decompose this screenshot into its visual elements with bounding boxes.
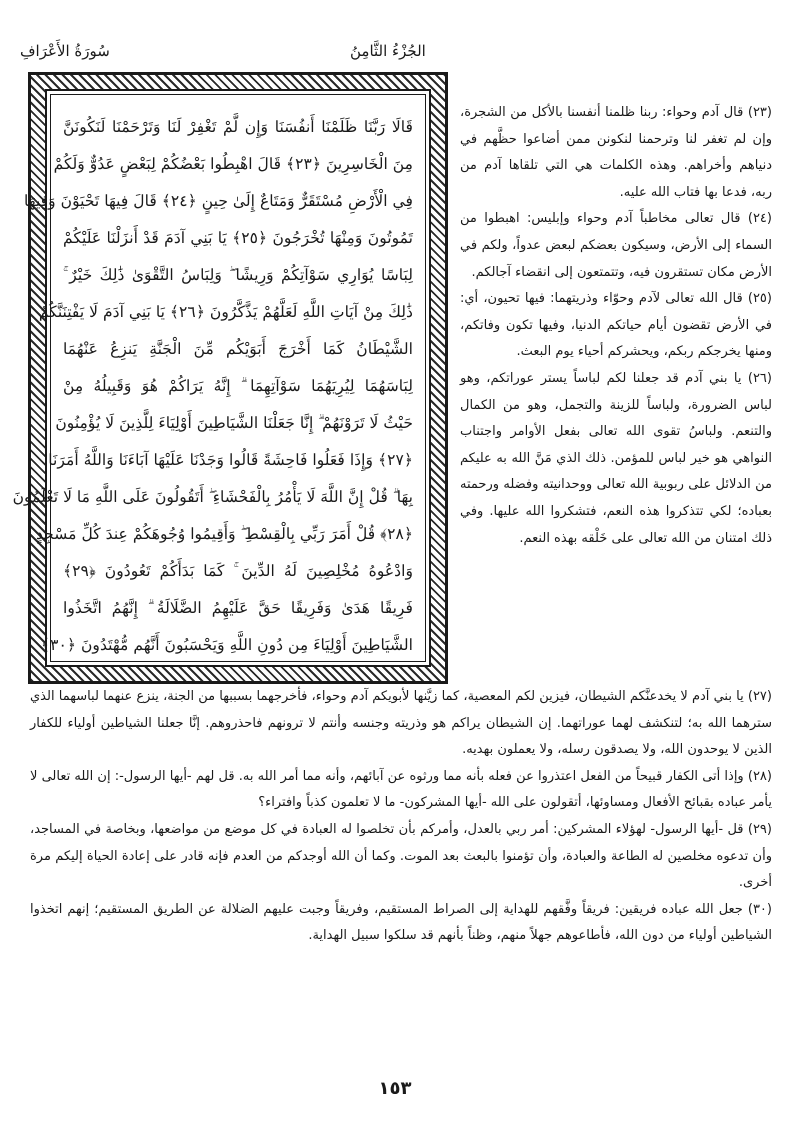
surah-name: سُورَةُ الأَعْرَافِ — [20, 42, 110, 60]
verse-line: لِبَاسًا يُوَارِي سَوْآتِكُمْ وَرِيشًا ۖ وَلِبَاسُ التَّقْوَىٰ ذَٰلِكَ خَيْرٌ ۚ — [63, 266, 413, 284]
verse-line: ذَٰلِكَ مِنْ آيَاتِ اللَّهِ لَعَلَّهُمْ يَذَّكَّرُونَ ﴿٢٦﴾ يَا بَنِي آدَمَ لَا يَفْتِنَنَّكُمُ — [38, 303, 413, 321]
juz-name: الجُزْءُ الثَّامِنُ — [350, 42, 426, 60]
tafsir-paragraph-24: (٢٤) قال تعالى مخاطباً آدم وحواء وإبليس: اهبطوا من السماء إلى الأرض، وسيكون بعضكم لبعض عدواً، ولكم في الأرض مكان تستقرون فيه، وتتمتعون إلى انقضاء آجالكم. — [460, 211, 772, 280]
tafsir-side-column — [460, 100, 772, 552]
quran-text-area — [12, 89, 431, 667]
quran-verses — [12, 109, 413, 664]
page-header — [20, 42, 771, 70]
tafsir-paragraph-29: (٢٩) قل -أيها الرسول- لهؤلاء المشركين: أمر ربي بالعدل، وأمركم بأن تخلصوا له العبادة في كل موضع من مواضعها، وبخاصة في المساجد، وأن تدعوه مخلصين له الطاعة والعبادة، وأن تؤمنوا بالبعث بعد الموت. وكما أن الله أوجدكم من العدم فإنه قادر على إعادة الحياة إليكم مرة أخرى. — [30, 821, 772, 891]
verse-line: الشَّيْطَانُ كَمَا أَخْرَجَ أَبَوَيْكُم مِّنَ الْجَنَّةِ يَنزِعُ عَنْهُمَا — [63, 340, 413, 358]
tafsir-paragraph-30: (٣٠) جعل الله عباده فريقين: فريقاً وفَّقهم للهداية إلى الصراط المستقيم، وفريقاً وجبت عليهم الضلالة عن الطريق المستقيم؛ إنهم اتخذوا الشياطين أولياء من دون الله، فأطاعوهم جهلاً منهم، وظناً بأنهم قد سلكوا سبيل الهداية. — [30, 901, 772, 944]
verse-line: فِي الْأَرْضِ مُسْتَقَرٌّ وَمَتَاعٌ إِلَىٰ حِينٍ ﴿٢٤﴾ قَالَ فِيهَا تَحْيَوْنَ وَفِيهَا — [24, 192, 413, 210]
tafsir-paragraph-26: (٢٦) يا بني آدم قد جعلنا لكم لباساً يستر عوراتكم، وهو لباس الضرورة، ولباساً للزينة والتجمل، وهو من الكمال والتنعم. ولباسُ تقوى الله تعالى بفعل الأوامر واجتناب النواهي هو خير لباس للمؤمن. ذلك الذي مَنَّ الله به عليكم من الدلائل على ربوبية الله تعالى ووحدانيته وفضله ورحمته بعباده؛ لكي تتذكروا هذه النعم، فتشكروا الله عليها. وفي ذلك امتنان من الله تعالى على خَلْقه بهذه النعم. — [460, 370, 772, 546]
verse-line: قَالَا رَبَّنَا ظَلَمْنَا أَنفُسَنَا وَإِن لَّمْ تَغْفِرْ لَنَا وَتَرْحَمْنَا لَنَكُونَنَّ — [63, 118, 413, 136]
tafsir-full-width — [30, 684, 772, 950]
verse-line: تَمُوتُونَ وَمِنْهَا تُخْرَجُونَ ﴿٢٥﴾ يَا بَنِي آدَمَ قَدْ أَنزَلْنَا عَلَيْكُمْ — [63, 229, 413, 247]
verse-line: حَيْثُ لَا تَرَوْنَهُمْ ۗ إِنَّا جَعَلْنَا الشَّيَاطِينَ أَوْلِيَاءَ لِلَّذِينَ لَا يُؤْمِنُونَ — [55, 414, 413, 432]
verse-line: بِهَا ۗ قُلْ إِنَّ اللَّهَ لَا يَأْمُرُ بِالْفَحْشَاءِ ۖ أَتَقُولُونَ عَلَى اللَّهِ مَا لَا تَعْلَمُونَ — [12, 488, 413, 506]
tafsir-paragraph-25: (٢٥) قال الله تعالى لآدم وحوّاء وذريتهما: فيها تحيون، أي: في الأرض تقضون أيام حياتكم الدنيا، وفيها تكون وفاتكم، ومنها يخرجكم ربكم، ويحشركم أحياء يوم البعث. — [460, 291, 772, 360]
verse-line: وَادْعُوهُ مُخْلِصِينَ لَهُ الدِّينَ ۚ كَمَا بَدَأَكُمْ تَعُودُونَ ﴿٢٩﴾ — [63, 562, 413, 580]
verse-line: لِبَاسَهُمَا لِيُرِيَهُمَا سَوْآتِهِمَا ۗ إِنَّهُ يَرَاكُمْ هُوَ وَقَبِيلُهُ مِنْ — [63, 377, 413, 395]
verse-line: الشَّيَاطِينَ أَوْلِيَاءَ مِن دُونِ اللَّهِ وَيَحْسَبُونَ أَنَّهُم مُّهْتَدُونَ ﴿٣٠﴾ — [40, 636, 413, 654]
verse-line: ﴿٢٧﴾ وَإِذَا فَعَلُوا فَاحِشَةً قَالُوا وَجَدْنَا عَلَيْهَا آبَاءَنَا وَاللَّهُ أَمَرَنَا — [48, 451, 413, 469]
page-number: ١٥٣ — [378, 1078, 412, 1099]
verse-line: فَرِيقًا هَدَىٰ وَفَرِيقًا حَقَّ عَلَيْهِمُ الضَّلَالَةُ ۗ إِنَّهُمُ اتَّخَذُوا — [63, 599, 413, 617]
verse-line: ﴿٢٨﴾ قُلْ أَمَرَ رَبِّي بِالْقِسْطِ ۖ وَأَقِيمُوا وُجُوهَكُمْ عِندَ كُلِّ مَسْجِدٍ — [36, 525, 413, 543]
tafsir-paragraph-23: (٢٣) قال آدم وحواء: ربنا ظلمنا أنفسنا بالأكل من الشجرة، وإن لم تغفر لنا وترحمنا لنكونن ممن أضاعوا حظَّهم في دنياهم وأخراهم. وهذه الكلمات هي التي تلقاها آدم من ربه، فدعا بها فتاب الله عليه. — [460, 105, 772, 200]
tafsir-paragraph-28: (٢٨) وإذا أتى الكفار قبيحاً من الفعل اعتذروا عن فعله بأنه مما ورثوه عن آبائهم، وأنه مما أمر الله به. قل لهم -أيها الرسول-: إن الله تعالى لا يأمر عباده بقبائح الأفعال ومساوئها، أتقولون على الله -أيها المشركون- ما لا تعلمون كذباً وافتراء؟ — [30, 768, 772, 811]
tafsir-paragraph-27: (٢٧) يا بني آدم لا يخدعنَّكم الشيطان، فيزين لكم المعصية، كما زيَّنها لأبويكم آدم وحواء، فأخرجهما بسببها من الجنة، ينزع عنهما لباسهما الذي سترهما الله به؛ لتنكشف لهما عوراتهما. إن الشيطان يراكم هو وذريته وجنسه وأنتم لا ترونهم فاحذروهم. إنَّا جعلنا الشياطين أولياء للكفار الذين لا يوحدون الله، ولا يصدقون رسله، ولا يعملون بهديه. — [30, 689, 772, 758]
verse-line: مِنَ الْخَاسِرِينَ ﴿٢٣﴾ قَالَ اهْبِطُوا بَعْضُكُمْ لِبَعْضٍ عَدُوٌّ وَلَكُمْ — [53, 155, 413, 173]
quran-text-frame — [12, 72, 448, 684]
